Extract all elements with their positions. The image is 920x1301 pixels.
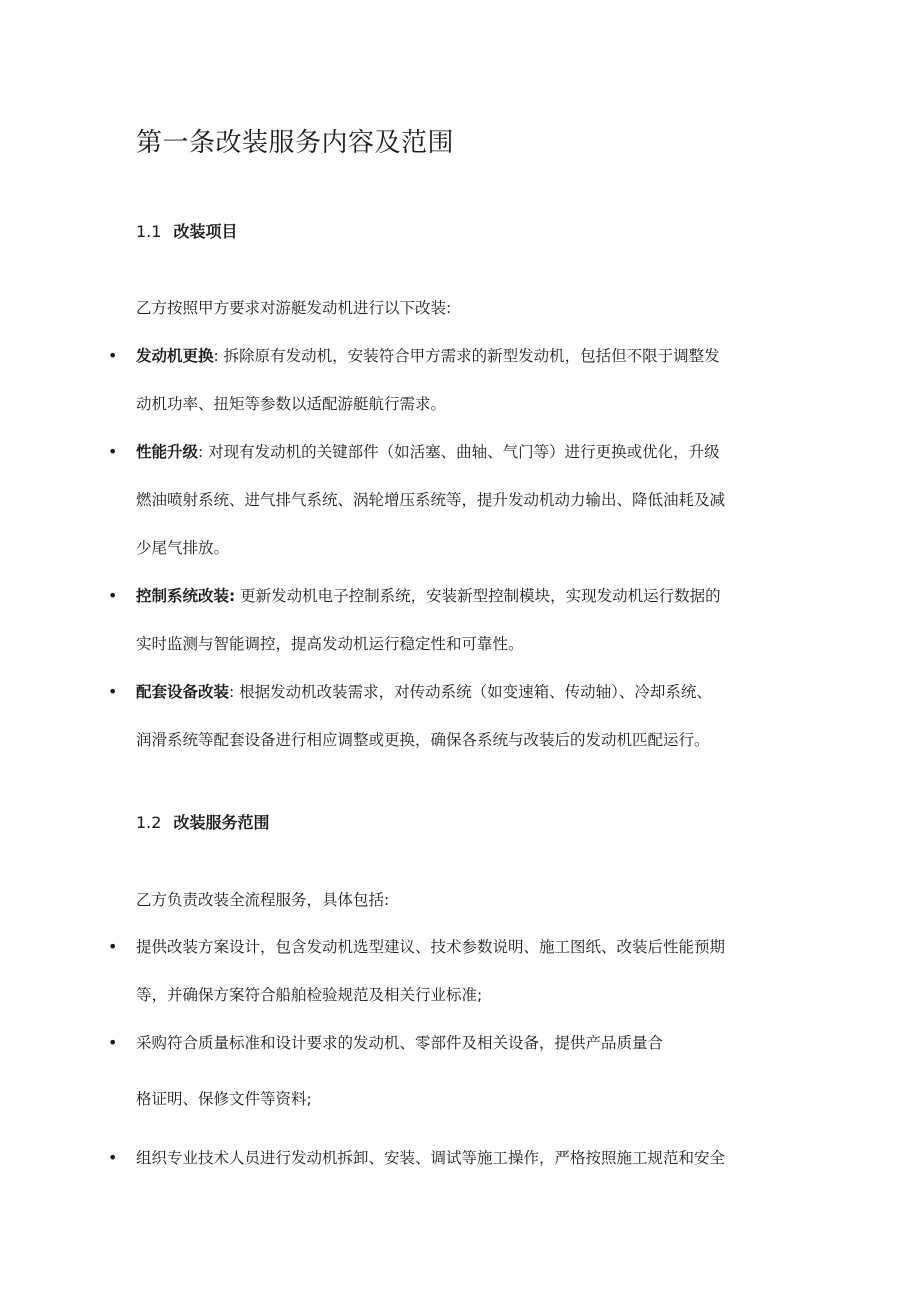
list-item-text (136, 1134, 788, 1182)
bullet-icon: • (108, 346, 118, 365)
bullet-icon: • (108, 586, 118, 605)
list-item-line (136, 428, 788, 476)
section-heading-1-2 (136, 810, 269, 833)
list-item-text (136, 1075, 788, 1123)
list-item (108, 428, 788, 572)
list-item-text (136, 668, 788, 764)
list-item-text (136, 1019, 788, 1067)
bullet-icon: • (108, 682, 118, 701)
document-title: 第一条改装服务内容及范围 (136, 128, 455, 158)
list-item-line: 动机功率、扭矩等参数以适配游艇航行需求。 (136, 395, 447, 413)
list-item-line (136, 572, 788, 620)
bullet-icon: • (108, 1033, 118, 1052)
list-item-line-text: : 对现有发动机的关键部件（如活塞、曲轴、气门等）进行更换或优化，升级 (198, 443, 720, 461)
section-number: 1.2 (136, 813, 162, 832)
list-item-line: 格证明、保修文件等资料; (136, 1090, 312, 1108)
list-item-line: 提供改装方案设计，包含发动机选型建议、技术参数说明、施工图纸、改装后性能预期 (136, 938, 726, 956)
section-label: 改装项目 (173, 222, 238, 241)
section-intro: 乙方按照甲方要求对游艇发动机进行以下改装: (136, 299, 452, 317)
list-item-line: 少尾气排放。 (136, 539, 230, 557)
list-item-text (136, 332, 788, 428)
section-number: 1.1 (136, 222, 162, 241)
list-item-line: 等，并确保方案符合船舶检验规范及相关行业标准; (136, 986, 483, 1004)
list-item-line: 实时监测与智能调控，提高发动机运行稳定性和可靠性。 (136, 635, 524, 653)
list-item-line-text: : 拆除原有发动机，安装符合甲方需求的新型发动机，包括但不限于调整发 (213, 347, 720, 365)
section-heading-1-1 (136, 219, 237, 242)
list-item-bold-label: 配套设备改装 (136, 683, 230, 701)
list-item-text (136, 923, 788, 1019)
list-item-line: 组织专业技术人员进行发动机拆卸、安装、调试等施工操作，严格按照施工规范和安全 (136, 1149, 726, 1167)
list-item (108, 1019, 788, 1067)
list-item-text (136, 428, 788, 572)
list-item-bold-label: 控制系统改装: (136, 587, 236, 605)
bullet-icon: • (108, 937, 118, 956)
list-item (108, 923, 788, 1019)
bullet-icon: • (108, 1148, 118, 1167)
list-item-line: 采购符合质量标准和设计要求的发动机、零部件及相关设备，提供产品质量合 (136, 1034, 664, 1052)
list-item (108, 668, 788, 764)
section-intro: 乙方负责改装全流程服务，具体包括: (136, 891, 390, 909)
list-item-line (136, 332, 788, 380)
list-item-line: 燃油喷射系统、进气排气系统、涡轮增压系统等，提升发动机动力输出、降低油耗及减 (136, 491, 726, 509)
list-item (108, 1134, 788, 1182)
list-item-text (136, 572, 788, 668)
list-item (108, 332, 788, 428)
list-item-line-text: 更新发动机电子控制系统，安装新型控制模块，实现发动机运行数据的 (235, 587, 721, 605)
list-item-bold-label: 发动机更换 (136, 347, 214, 365)
bullet-icon: • (108, 442, 118, 461)
list-item-continuation (108, 1075, 788, 1123)
list-item (108, 572, 788, 668)
list-item-line (136, 668, 788, 716)
list-item-line-text: : 根据发动机改装需求，对传动系统（如变速箱、传动轴）、冷却系统、 (229, 683, 712, 701)
list-item-bold-label: 性能升级 (136, 443, 199, 461)
section-label: 改装服务范围 (173, 813, 270, 832)
list-item-line: 润滑系统等配套设备进行相应调整或更换，确保各系统与改装后的发动机匹配运行。 (136, 731, 710, 749)
